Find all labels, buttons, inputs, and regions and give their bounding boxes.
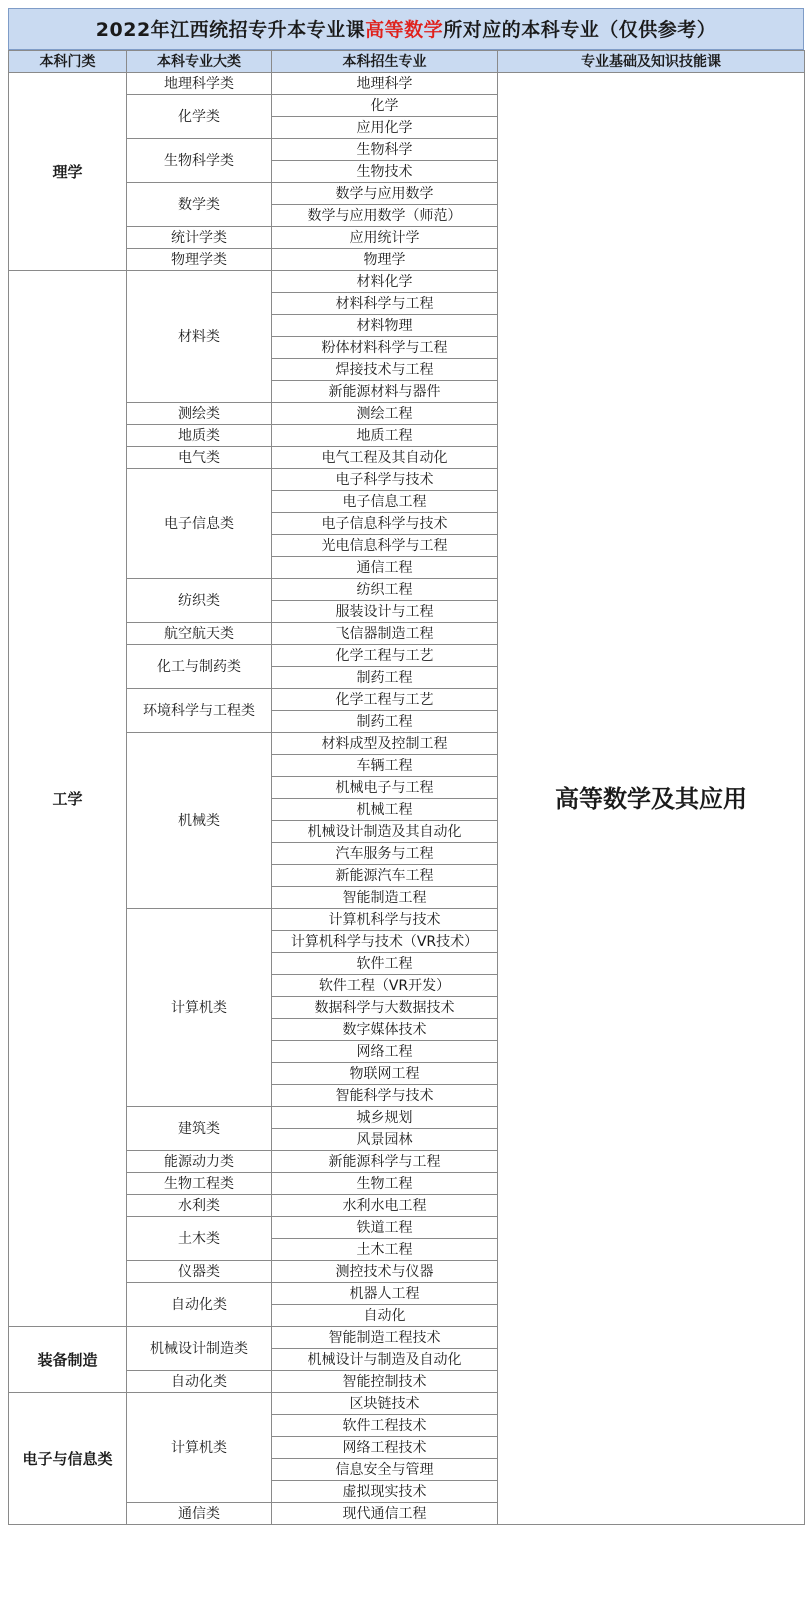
group-cell: 统计学类 bbox=[127, 227, 272, 249]
group-cell: 建筑类 bbox=[127, 1107, 272, 1151]
group-cell: 计算机类 bbox=[127, 909, 272, 1107]
major-cell: 智能制造工程 bbox=[272, 887, 498, 909]
major-cell: 物联网工程 bbox=[272, 1063, 498, 1085]
major-cell: 电子信息工程 bbox=[272, 491, 498, 513]
major-cell: 飞信器制造工程 bbox=[272, 623, 498, 645]
major-cell: 通信工程 bbox=[272, 557, 498, 579]
majors-table bbox=[8, 50, 805, 1525]
major-cell: 应用化学 bbox=[272, 117, 498, 139]
group-cell: 数学类 bbox=[127, 183, 272, 227]
major-cell: 软件工程 bbox=[272, 953, 498, 975]
header-group: 本科专业大类 bbox=[127, 51, 272, 73]
table-row bbox=[9, 73, 805, 95]
major-cell: 制药工程 bbox=[272, 667, 498, 689]
major-cell: 化学工程与工艺 bbox=[272, 645, 498, 667]
group-cell: 化学类 bbox=[127, 95, 272, 139]
major-cell: 光电信息科学与工程 bbox=[272, 535, 498, 557]
title-suffix: 所对应的本科专业（仅供参考） bbox=[443, 19, 717, 41]
major-cell: 车辆工程 bbox=[272, 755, 498, 777]
group-cell: 通信类 bbox=[127, 1503, 272, 1525]
major-cell: 化学 bbox=[272, 95, 498, 117]
major-cell: 数学与应用数学（师范） bbox=[272, 205, 498, 227]
major-cell: 材料物理 bbox=[272, 315, 498, 337]
category-cell: 装备制造 bbox=[9, 1327, 127, 1393]
header-row bbox=[9, 51, 805, 73]
major-cell: 数学与应用数学 bbox=[272, 183, 498, 205]
major-cell: 物理学 bbox=[272, 249, 498, 271]
major-cell: 制药工程 bbox=[272, 711, 498, 733]
major-cell: 数据科学与大数据技术 bbox=[272, 997, 498, 1019]
group-cell: 电子信息类 bbox=[127, 469, 272, 579]
major-cell: 现代通信工程 bbox=[272, 1503, 498, 1525]
major-cell: 计算机科学与技术（VR技术） bbox=[272, 931, 498, 953]
header-category: 本科门类 bbox=[9, 51, 127, 73]
group-cell: 能源动力类 bbox=[127, 1151, 272, 1173]
major-cell: 测绘工程 bbox=[272, 403, 498, 425]
major-cell: 纺织工程 bbox=[272, 579, 498, 601]
major-cell: 铁道工程 bbox=[272, 1217, 498, 1239]
major-cell: 虚拟现实技术 bbox=[272, 1481, 498, 1503]
table-body bbox=[9, 73, 805, 1525]
major-cell: 新能源材料与器件 bbox=[272, 381, 498, 403]
major-cell: 智能科学与技术 bbox=[272, 1085, 498, 1107]
major-cell: 粉体材料科学与工程 bbox=[272, 337, 498, 359]
major-cell: 软件工程技术 bbox=[272, 1415, 498, 1437]
title-highlight: 高等数学 bbox=[365, 19, 444, 41]
major-cell: 信息安全与管理 bbox=[272, 1459, 498, 1481]
group-cell: 电气类 bbox=[127, 447, 272, 469]
major-cell: 机械电子与工程 bbox=[272, 777, 498, 799]
group-cell: 物理学类 bbox=[127, 249, 272, 271]
header-major: 本科招生专业 bbox=[272, 51, 498, 73]
major-cell: 软件工程（VR开发） bbox=[272, 975, 498, 997]
group-cell: 环境科学与工程类 bbox=[127, 689, 272, 733]
major-cell: 土木工程 bbox=[272, 1239, 498, 1261]
group-cell: 仪器类 bbox=[127, 1261, 272, 1283]
major-cell: 水利水电工程 bbox=[272, 1195, 498, 1217]
major-cell: 新能源科学与工程 bbox=[272, 1151, 498, 1173]
major-cell: 数字媒体技术 bbox=[272, 1019, 498, 1041]
major-cell: 区块链技术 bbox=[272, 1393, 498, 1415]
major-cell: 应用统计学 bbox=[272, 227, 498, 249]
major-cell: 电气工程及其自动化 bbox=[272, 447, 498, 469]
major-cell: 生物科学 bbox=[272, 139, 498, 161]
major-cell: 新能源汽车工程 bbox=[272, 865, 498, 887]
major-cell: 电子信息科学与技术 bbox=[272, 513, 498, 535]
group-cell: 计算机类 bbox=[127, 1393, 272, 1503]
major-cell: 计算机科学与技术 bbox=[272, 909, 498, 931]
major-cell: 测控技术与仪器 bbox=[272, 1261, 498, 1283]
category-cell: 电子与信息类 bbox=[9, 1393, 127, 1525]
major-cell: 化学工程与工艺 bbox=[272, 689, 498, 711]
major-cell: 网络工程 bbox=[272, 1041, 498, 1063]
major-cell: 服装设计与工程 bbox=[272, 601, 498, 623]
major-cell: 生物技术 bbox=[272, 161, 498, 183]
group-cell: 土木类 bbox=[127, 1217, 272, 1261]
page-title bbox=[8, 8, 804, 50]
group-cell: 自动化类 bbox=[127, 1283, 272, 1327]
major-cell: 机械设计制造及其自动化 bbox=[272, 821, 498, 843]
page bbox=[8, 8, 804, 1525]
major-cell: 风景园林 bbox=[272, 1129, 498, 1151]
group-cell: 生物科学类 bbox=[127, 139, 272, 183]
group-cell: 机械类 bbox=[127, 733, 272, 909]
major-cell: 机械设计与制造及自动化 bbox=[272, 1349, 498, 1371]
major-cell: 材料成型及控制工程 bbox=[272, 733, 498, 755]
group-cell: 化工与制药类 bbox=[127, 645, 272, 689]
group-cell: 材料类 bbox=[127, 271, 272, 403]
major-cell: 机械工程 bbox=[272, 799, 498, 821]
group-cell: 测绘类 bbox=[127, 403, 272, 425]
major-cell: 焊接技术与工程 bbox=[272, 359, 498, 381]
major-cell: 自动化 bbox=[272, 1305, 498, 1327]
major-cell: 地理科学 bbox=[272, 73, 498, 95]
major-cell: 机器人工程 bbox=[272, 1283, 498, 1305]
major-cell: 智能控制技术 bbox=[272, 1371, 498, 1393]
major-cell: 材料化学 bbox=[272, 271, 498, 293]
major-cell: 城乡规划 bbox=[272, 1107, 498, 1129]
group-cell: 地理科学类 bbox=[127, 73, 272, 95]
major-cell: 电子科学与技术 bbox=[272, 469, 498, 491]
group-cell: 水利类 bbox=[127, 1195, 272, 1217]
group-cell: 航空航天类 bbox=[127, 623, 272, 645]
group-cell: 自动化类 bbox=[127, 1371, 272, 1393]
title-prefix: 2022年江西统招专升本专业课 bbox=[95, 19, 366, 41]
major-cell: 生物工程 bbox=[272, 1173, 498, 1195]
group-cell: 纺织类 bbox=[127, 579, 272, 623]
header-skill: 专业基础及知识技能课 bbox=[498, 51, 805, 73]
category-cell: 工学 bbox=[9, 271, 127, 1327]
major-cell: 网络工程技术 bbox=[272, 1437, 498, 1459]
major-cell: 地质工程 bbox=[272, 425, 498, 447]
group-cell: 机械设计制造类 bbox=[127, 1327, 272, 1371]
major-cell: 材料科学与工程 bbox=[272, 293, 498, 315]
skill-cell: 高等数学及其应用 bbox=[498, 73, 805, 1525]
group-cell: 地质类 bbox=[127, 425, 272, 447]
category-cell: 理学 bbox=[9, 73, 127, 271]
group-cell: 生物工程类 bbox=[127, 1173, 272, 1195]
major-cell: 智能制造工程技术 bbox=[272, 1327, 498, 1349]
major-cell: 汽车服务与工程 bbox=[272, 843, 498, 865]
